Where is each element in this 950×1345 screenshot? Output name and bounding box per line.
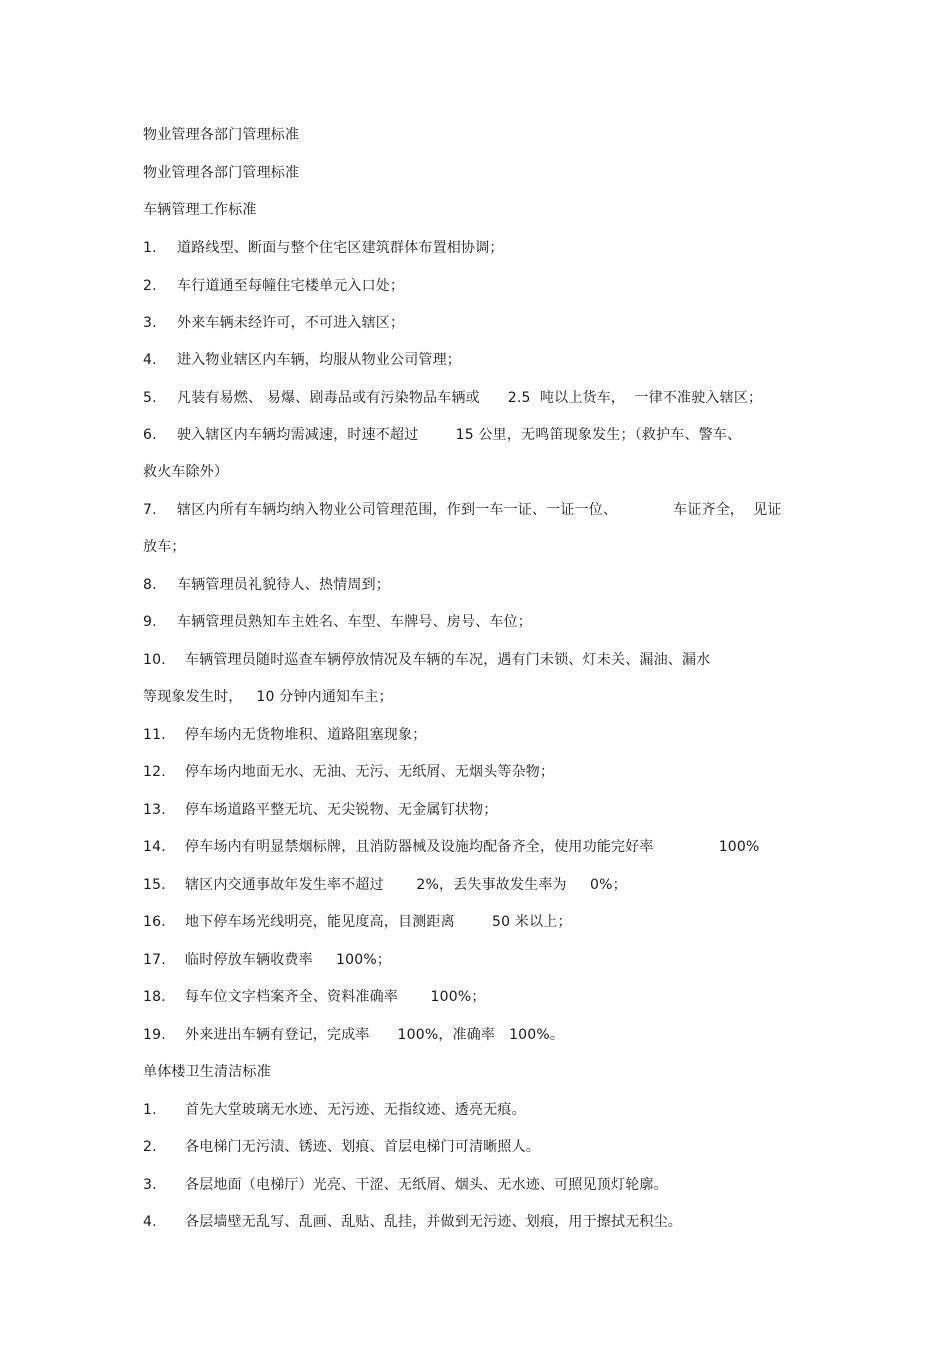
item-number: 7. — [143, 502, 157, 518]
item-text: 辖区内所有车辆均纳入物业公司管理范围，作到一车一证、一证一位、 车证齐全， 见证 — [177, 502, 782, 518]
list-item — [143, 726, 426, 744]
list-item — [143, 988, 486, 1006]
list-item-continuation: 放车； — [143, 539, 186, 555]
item-number: 5. — [143, 390, 157, 406]
item-text: 停车场内地面无水、无油、无污、无纸屑、无烟头等杂物； — [185, 764, 555, 780]
list-item — [143, 1213, 682, 1231]
item-text: 各电梯门无污渍、锈迹、划痕、首层电梯门可清晰照人。 — [185, 1139, 540, 1155]
item-text: 外来进出车辆有登记，完成率 100%，准确率 100%。 — [185, 1027, 565, 1043]
item-text: 每车位文字档案齐全、资料准确率 100%； — [185, 989, 486, 1005]
document-subtitle: 物业管理各部门管理标准 — [143, 165, 300, 181]
list-item — [143, 426, 741, 444]
list-item — [143, 389, 762, 407]
list-item — [143, 1176, 668, 1194]
item-number: 11. — [143, 727, 166, 743]
list-item — [143, 576, 390, 594]
item-text: 停车场内无货物堆积、道路阻塞现象； — [185, 727, 427, 743]
list-item — [143, 876, 627, 894]
list-item — [143, 838, 760, 856]
section-heading-cleaning: 单体楼卫生清洁标准 — [143, 1064, 271, 1080]
list-item — [143, 613, 532, 631]
item-text: 车辆管理员随时巡查车辆停放情况及车辆的车况，遇有门未锁、灯未关、漏油、漏水 — [185, 652, 711, 668]
item-number: 4. — [143, 1214, 157, 1230]
list-item — [143, 501, 782, 519]
item-number: 18. — [143, 989, 166, 1005]
list-item — [143, 239, 504, 257]
item-text: 车行道通至每幢住宅楼单元入口处； — [177, 278, 405, 294]
list-item — [143, 1101, 526, 1119]
item-number: 14. — [143, 839, 166, 855]
item-number: 6. — [143, 427, 157, 443]
section-heading-vehicle: 车辆管理工作标准 — [143, 202, 257, 218]
list-item — [143, 913, 572, 931]
list-item — [143, 351, 461, 369]
item-text: 道路线型、断面与整个住宅区建筑群体布置相协调； — [177, 240, 504, 256]
item-number: 4. — [143, 352, 157, 368]
item-number: 13. — [143, 802, 166, 818]
item-text: 各层地面（电梯厅）光亮、干涩、无纸屑、烟头、无水迹、可照见顶灯轮廓。 — [185, 1177, 668, 1193]
list-item — [143, 763, 554, 781]
item-number: 19. — [143, 1027, 166, 1043]
item-text: 辖区内交通事故年发生率不超过 2%，丢失事故发生率为 0%； — [185, 877, 627, 893]
item-text: 临时停放车辆收费率 100%； — [185, 952, 392, 968]
item-text: 地下停车场光线明亮，能见度高，目测距离 50 米以上； — [185, 914, 572, 930]
item-number: 17. — [143, 952, 166, 968]
list-item — [143, 1138, 540, 1156]
list-item — [143, 314, 404, 332]
list-item — [143, 651, 710, 669]
item-number: 15. — [143, 877, 166, 893]
item-text: 驶入辖区内车辆均需减速，时速不超过 15 公里，无鸣笛现象发生；（救护车、警车、 — [177, 427, 742, 443]
item-number: 12. — [143, 764, 166, 780]
item-number: 2. — [143, 1139, 157, 1155]
list-item-continuation: 等现象发生时， 10 分钟内通知车主； — [143, 689, 393, 705]
item-number: 16. — [143, 914, 166, 930]
item-text: 各层墙壁无乱写、乱画、乱贴、乱挂，并做到无污迹、划痕，用于擦拭无积尘。 — [185, 1214, 682, 1230]
item-text: 首先大堂玻璃无水迹、无污迹、无指纹迹、透亮无痕。 — [185, 1102, 526, 1118]
item-text: 停车场道路平整无坑、无尖锐物、无金属钉状物； — [185, 802, 498, 818]
item-text: 进入物业辖区内车辆，均服从物业公司管理； — [177, 352, 461, 368]
item-text: 车辆管理员礼貌待人、热情周到； — [177, 577, 390, 593]
list-item — [143, 277, 404, 295]
item-number: 2. — [143, 278, 157, 294]
item-number: 9. — [143, 614, 157, 630]
list-item — [143, 801, 497, 819]
item-number: 3. — [143, 315, 157, 331]
item-text: 凡装有易燃、 易爆、剧毒品或有污染物品车辆或 2.5 吨以上货车， 一律不准驶入辖区； — [177, 390, 763, 406]
item-number: 1. — [143, 240, 157, 256]
item-text: 车辆管理员熟知车主姓名、车型、车牌号、房号、车位； — [177, 614, 532, 630]
item-text: 停车场内有明显禁烟标牌，且消防器械及设施均配备齐全，使用功能完好率 100% — [185, 839, 760, 855]
item-number: 3. — [143, 1177, 157, 1193]
item-number: 10. — [143, 652, 166, 668]
item-text: 外来车辆未经许可，不可进入辖区； — [177, 315, 405, 331]
list-item — [143, 1026, 564, 1044]
item-number: 1. — [143, 1102, 157, 1118]
list-item — [143, 951, 391, 969]
list-item-continuation: 救火车除外） — [143, 464, 229, 480]
item-number: 8. — [143, 577, 157, 593]
document-title: 物业管理各部门管理标准 — [143, 127, 300, 143]
